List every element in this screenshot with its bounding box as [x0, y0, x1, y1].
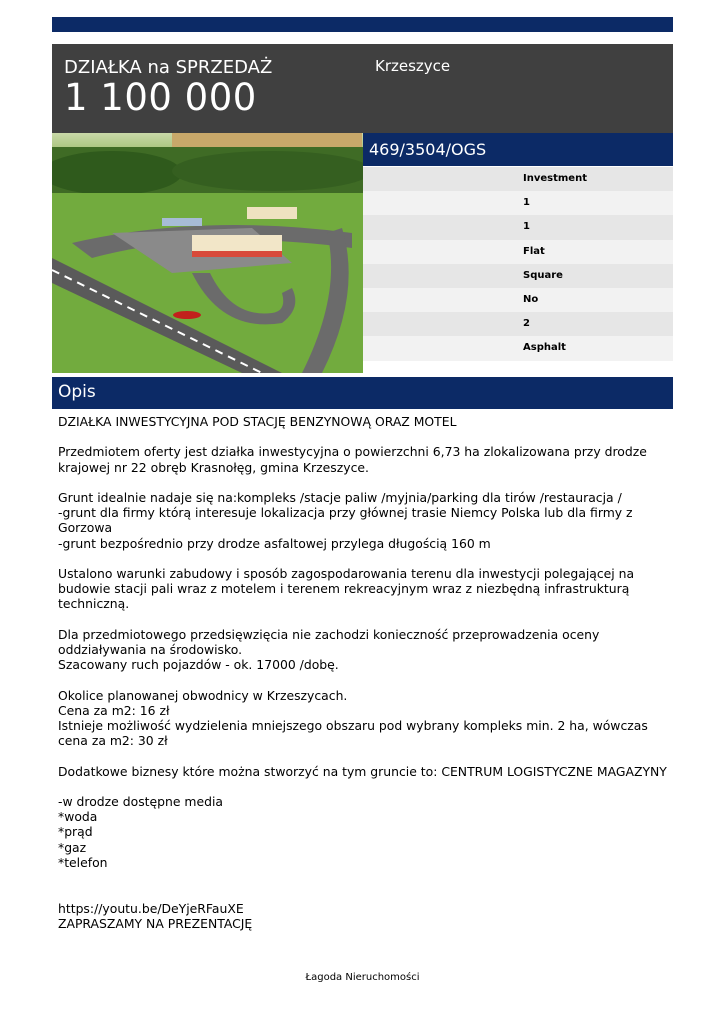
property-rendering-image — [52, 133, 363, 373]
description-header — [52, 377, 673, 409]
description-line: Cena za m2: 16 zł — [58, 702, 170, 718]
description-line — [58, 885, 668, 900]
offer-reference-number: 469/3504/OGS — [369, 140, 487, 159]
parameter-row: Asphalt — [363, 336, 673, 360]
offer-reference — [363, 133, 673, 166]
parameter-row: Square — [363, 264, 673, 288]
description-line: *telefon — [58, 854, 108, 870]
top-accent-bar — [52, 17, 673, 32]
description-line: Dla przedmiotowego przedsięwzięcia nie zachodzi konieczność przeprowadzenia oceny oddziaływania na środowisko. — [58, 626, 604, 658]
footer-agency: Łagoda Nieruchomości — [305, 972, 420, 983]
description-line: *prąd — [58, 824, 93, 840]
parameter-row: 2 — [363, 312, 673, 336]
description-line: -w drodze dostępne media — [58, 794, 223, 810]
description-line — [58, 779, 668, 794]
description-line — [58, 551, 668, 566]
parameter-row: 1 — [363, 191, 673, 215]
description-body — [58, 414, 668, 931]
description-line — [58, 748, 668, 763]
listing-header — [52, 44, 673, 133]
description-line: *woda — [58, 809, 98, 825]
parameter-list — [363, 167, 673, 361]
description-line — [58, 672, 668, 687]
description-line: *gaz — [58, 839, 87, 855]
description-line — [58, 475, 668, 490]
description-line: Okolice planowanej obwodnicy w Krzeszycach. — [58, 687, 348, 703]
description-line: Przedmiotem oferty jest działka inwestycyjna o powierzchni 6,73 ha zlokalizowana przy drodze krajowej nr 22 obręb Krasnołęg, gmina Krzeszyce. — [58, 444, 651, 475]
parameter-row: No — [363, 288, 673, 312]
listing-type: DZIAŁKA na SPRZEDAŻ — [64, 57, 273, 78]
description-line: https://youtu.be/DeYjeRFauXE — [58, 900, 244, 916]
description-line: Szacowany ruch pojazdów - ok. 17000 /dobę. — [58, 657, 339, 673]
description-line: -grunt bezpośrednio przy drodze asfaltowej przylega długością 160 m — [58, 535, 491, 551]
description-line: Grunt idealnie nadaje się na:kompleks /stacje paliw /myjnia/parking dla tirów /restauracja / — [58, 490, 622, 506]
parameter-row: 1 — [363, 215, 673, 239]
description-line: Ustalono warunki zabudowy i sposób zagospodarowania terenu dla inwestycji polegającej na budowie stacji pali wraz z motelem i terenem rekreacyjnym wraz z niezbędną infrastrukturą techniczną. — [58, 566, 639, 612]
description-heading: Opis — [58, 382, 96, 402]
description-line: Dodatkowe biznesy które można stworzyć na tym gruncie to: CENTRUM LOGISTYCZNE MAGAZYNY — [58, 763, 667, 779]
description-line — [58, 870, 668, 885]
parameter-row: Flat — [363, 240, 673, 264]
listing-price: 1 100 000 — [64, 76, 257, 119]
description-line: -grunt dla firmy którą interesuje lokalizacja przy głównej trasie Niemcy Polska lub dla firmy z Gorzowa — [58, 505, 637, 536]
description-line: ZAPRASZAMY NA PREZENTACJĘ — [58, 915, 253, 931]
parameter-row: Investment — [363, 167, 673, 191]
description-line: DZIAŁKA INWESTYCYJNA POD STACJĘ BENZYNOWĄ ORAZ MOTEL — [58, 414, 457, 429]
description-line — [58, 429, 668, 444]
description-line — [58, 612, 668, 627]
description-line: Istnieje możliwość wydzielenia mniejszego obszaru pod wybrany kompleks min. 2 ha, wówczas cena za m2: 30 zł — [58, 718, 652, 749]
listing-location: Krzeszyce — [375, 57, 451, 75]
